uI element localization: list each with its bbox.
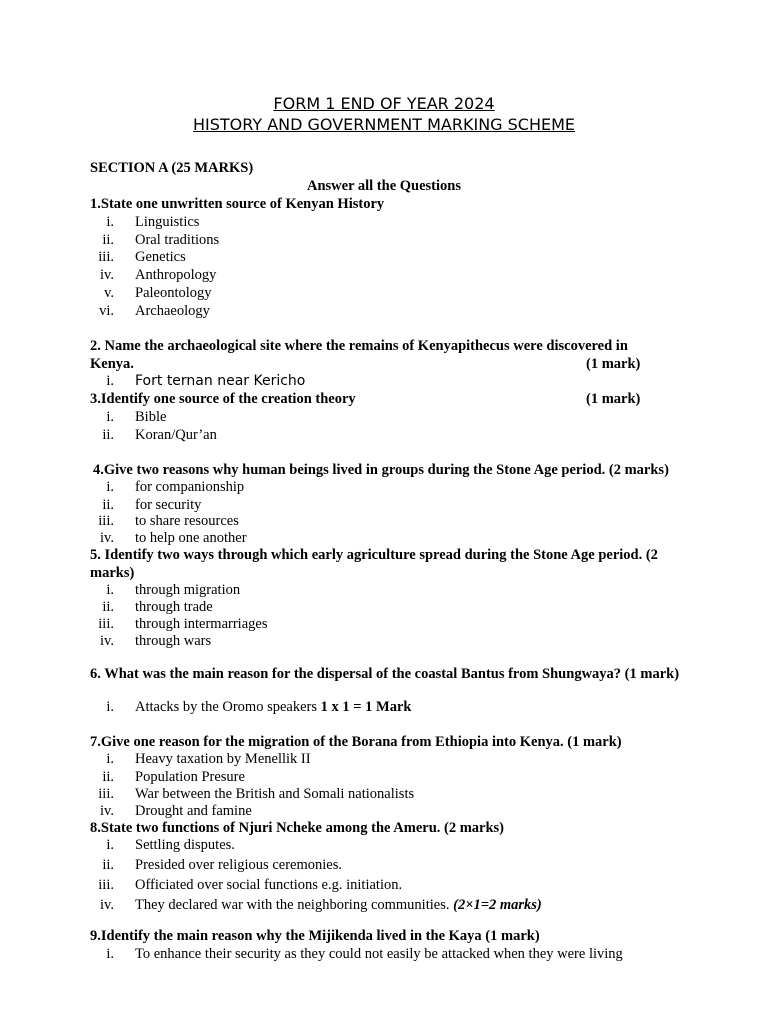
question-6-score: 1 x 1 = 1 Mark xyxy=(320,699,412,715)
question-2-marks: (1 mark) xyxy=(586,356,641,372)
instruction: Answer all the Questions xyxy=(306,178,461,194)
question-8-last-answer: They declared war with the neighboring communities. (2×1=2 marks) xyxy=(135,897,542,913)
question-2-line2: Kenya. xyxy=(90,356,134,372)
question-8: 8.State two functions of Njuri Ncheke among the Ameru. (2 marks) xyxy=(90,820,505,836)
question-5-line2: marks) xyxy=(90,565,135,581)
section-heading: SECTION A (25 MARKS) xyxy=(90,160,254,176)
question-1: 1.State one unwritten source of Kenyan History xyxy=(90,196,385,212)
document-title-line2: HISTORY AND GOVERNMENT MARKING SCHEME xyxy=(192,115,576,134)
document-title-line1: FORM 1 END OF YEAR 2024 xyxy=(273,94,495,113)
question-4: 4.Give two reasons why human beings lived in groups during the Stone Age period. (2 marks) xyxy=(93,462,669,478)
question-6-answer: Attacks by the Oromo speakers 1 x 1 = 1 Mark xyxy=(135,699,412,715)
question-9: 9.Identify the main reason why the Mijikenda lived in the Kaya (1 mark) xyxy=(90,928,540,944)
question-8-score: (2×1=2 marks) xyxy=(453,897,542,913)
question-5-line1: 5. Identify two ways through which early agriculture spread during the Stone Age period. (2 xyxy=(90,547,658,563)
question-7: 7.Give one reason for the migration of the Borana from Ethiopia into Kenya. (1 mark) xyxy=(90,734,622,750)
question-3-marks: (1 mark) xyxy=(586,391,641,407)
question-2-line1: 2. Name the archaeological site where the remains of Kenyapithecus were discovered in xyxy=(90,338,628,354)
question-6: 6. What was the main reason for the dispersal of the coastal Bantus from Shungwaya? (1 mark) xyxy=(90,666,680,682)
question-3: 3.Identify one source of the creation theory xyxy=(90,391,356,407)
